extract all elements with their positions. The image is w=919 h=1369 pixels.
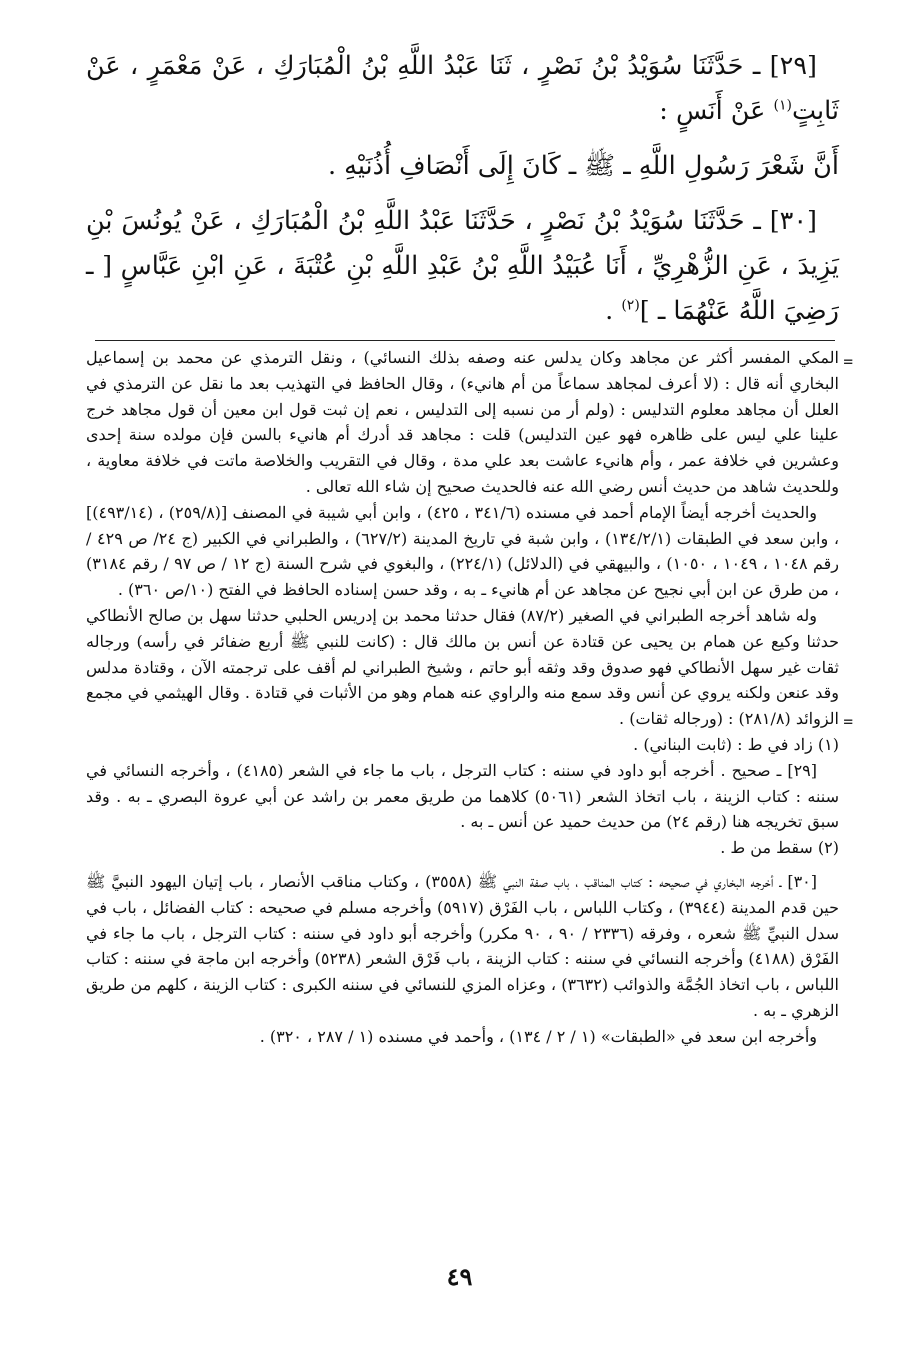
footnote-ref-1[interactable]: (١) [773,97,792,114]
note-shahid: وله شاهد أخرجه الطبراني في الصغير (٨٧/٢) فقال حدثنا محمد بن إدريس الحلبي حدثنا سهل بن صالح الأنطاكي حدثنا وكيع عن همام بن يحيى عن قتادة عن أنس بن مالك قال : (كانت للنبي ﷺ أربع ضفائر في رأسه) ورجاله ثقات غير سهل الأنطاكي فهو صدوق وقد وثقه أبو حاتم ، وشيخ الطبراني لم أقف على ترجمته الآن ، وقتادة مدلس وقد عنعن ولكنه يروي عن أنس وقد سمع منه والراوي عنه همام وهو من الأثبات في قتادة . وقال الهيثمي في مجمع الزوائد (٢٨١/٨) : (ورجاله ثقات) . [86,605,839,729]
hadith-section [86,44,839,344]
takhrij-30: [٣٠] ـ أخرجه البخاري في صحيحه : كتاب المناقب ، باب صفة النبي ﷺ (٣٥٥٨) ، وكتاب مناقب الأنصار ، باب إتيان اليهود النبيَّ ﷺ حين قدم المدينة (٣٩٤٤) ، وكتاب اللباس ، باب الفَرْق (٥٩١٧) وأخرجه مسلم في صحيحه : كتاب الفضائل ، باب في سدل النبيِّ ﷺ شعره ، وفرقه (٢٣٣٦ / ٩٠ ، ٩٠ مكرر) وأخرجه أبو داود في سننه : كتاب الترجل ، باب ما جاء في الفَرْق (٤١٨٨) وأخرجه النسائي في سننه : كتاب الزينة ، باب فَرْق الشعر (٥٢٣٨) وأخرجه ابن ماجة في سننه : كتاب اللباس ، باب اتخاذ الجُمَّة والذوائب (٣٦٣٢) ، وعزاه المزي للنسائي في سننه الكبرى : كتاب الزينة ، كلهم من طريق الزهري ـ به . [86,871,840,1020]
spacer [86,861,839,869]
note-continuation: المكي المفسر أكثر عن مجاهد وكان يدلس عنه وصفه بذلك النسائي) ، ونقل الترمذي عن محمد بن إسماعيل البخاري أنه قال : (لا أعرف لمجاهد سماعاً من أم هانيء) ، وقال الحافظ في التهذيب بعد ما نقل عن الترمذي في العلل أن مجاهد معلوم التدليس : (ولم أر من نسبه إلى التدليس ، نعم إن ثبت قول ابن معين أن قول مجاهد خرج علينا علي ليس على ظاهره فهو عين التدليس) قلت : مجاهد قد أدرك أم هانيء بالسن فإن مولده سنة إحدى وعشرين في خلافة عمر ، وأم هانيء عاشت بعد علي مدة ، وقال في التقريب والخلاصة ماتت في خلافة معاوية ، وللحديث شاهد من حديث أنس رضي الله عنه فالحديث صحيح إن شاء الله تعالى . [86,348,839,496]
footnote-ref-2[interactable]: (٢) [621,297,640,314]
hadith-30-text: [٣٠] ـ حَدَّثَنَا سُوَيْدُ بْنُ نَصْرٍ ، حَدَّثَنَا عَبْدُ اللَّهِ بْنُ الْمُبَارَكِ ، عَنْ يُونُسَ بْنِ يَزِيدَ ، عَنِ الزُّهْرِيِّ ، أَنَا عُبَيْدُ اللَّهِ بْنُ عَبْدِ اللَّهِ بْنِ عُتْبَةَ ، عَنِ ابْنِ عَبَّاسٍ [ ـ رَضِيَ اللَّهُ عَنْهُمَا ـ ]$^{(٢)}$ . [86,206,839,326]
note-takhrij-ahmad: والحديث أخرجه أيضاً الإمام أحمد في مسنده (٣٤١/٦ ، ٤٢٥) ، وابن أبي شيبة في المصنف [(٢٥٩/٨) ، (٤٩٣/١٤)] ، وابن سعد في الطبقات (١٣٤/٢/١) ، وابن شبة في تاريخ المدينة (٦٢٧/٢) ، والطبراني في الكبير (ج ٢٤/ ص ٤٢٩ / رقم ١٠٤٨ ، ١٠٤٩ ، ١٠٥٠) ، والبيهقي في (الدلائل) (٢٢٤/١) ، والبغوي في شرح السنة (ج ١٢ / ص ٩٧ / رقم ٣١٨٤) ، من طرق عن ابن أبي نجيح عن مجاهد عن أم هانيء ـ به ، وقد حسن إسناده الحافظ في الفتح (١٠/ص ٣٦٠) . [86,502,840,600]
takhrij-30-extra: وأخرجه ابن سعد في «الطبقات» (١ / ٢ / ١٣٤) ، وأحمد في مسنده (١ / ٢٨٧ ، ٣٢٠) . [259,1026,817,1046]
continuation-marker: = [843,352,853,371]
hadith-29-isnad: [٢٩] ـ حَدَّثَنَا سُوَيْدُ بْنُ نَصْرٍ ، ثَنَا عَبْدُ اللَّهِ بْنُ الْمُبَارَكِ ، عَنْ مَعْمَرٍ ، عَنْ ثَابِتٍ$^{(١)}$ عَنْ أَنَسٍ : [86,51,839,126]
footnotes-section [86,345,839,1050]
footnote-divider [95,340,835,341]
hadith-29-matn: أَنَّ شَعْرَ رَسُولِ اللَّهِ ـ ﷺ ـ كَانَ إِلَى أَنْصَافِ أُذُنَيْهِ . [327,151,839,181]
footnote-2: (٢) سقط من ط . [720,838,839,858]
continuation-marker-2: = [843,712,853,731]
footnote-1: (١) زاد في ط : (ثابت البناني) . [633,734,839,754]
page-number: ٤٩ [446,1262,473,1291]
takhrij-29: [٢٩] ـ صحيح . أخرجه أبو داود في سننه : كتاب الترجل ، باب ما جاء في الشعر (٤١٨٥) ، وأخرجه النسائي في سننه : كتاب الزينة ، باب اتخاذ الشعر (٥٠٦١) كلاهما من طريق معمر بن راشد عن أبي عروة البصري ـ به . وقد سبق تخريجه هنا (رقم ٢٤) من حديث حميد عن أنس ـ به . [86,760,840,832]
